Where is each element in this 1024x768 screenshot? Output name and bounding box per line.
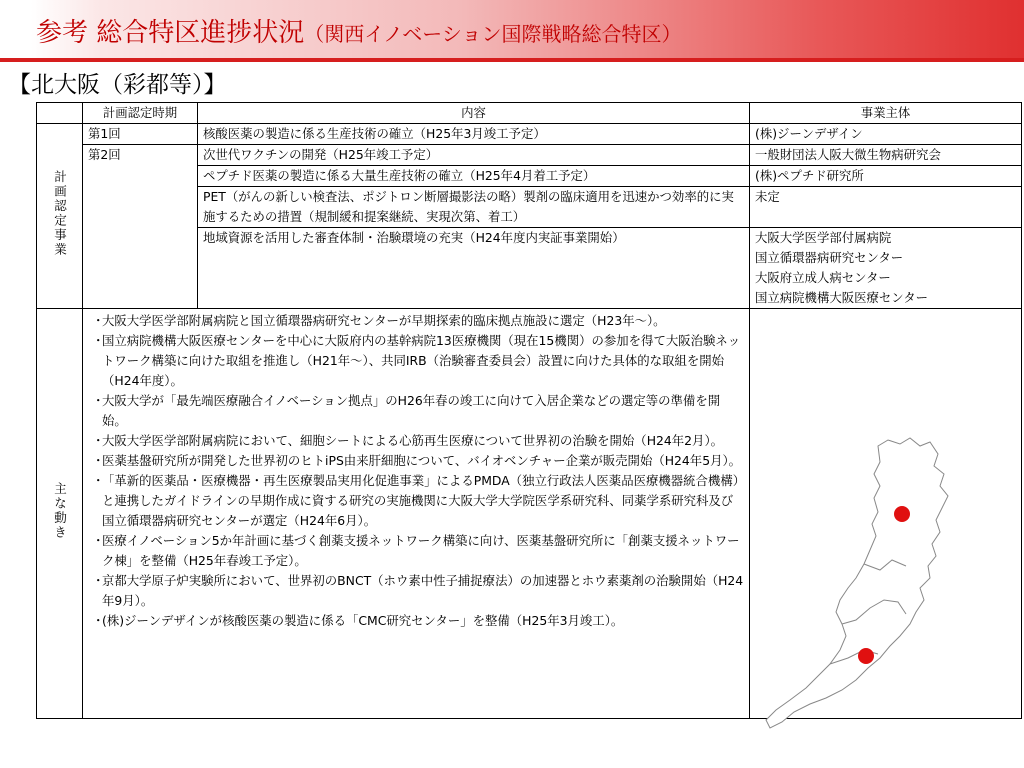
entity-cell: (株)ジーンデザイン <box>750 124 1022 145</box>
list-item: ・ 医療イノベーション5か年計画に基づく創薬支援ネットワーク構築に向け、医薬基盤研究所に「創薬支援ネットワーク棟」を整備（H25年春竣工予定）。 <box>102 531 744 571</box>
list-item: ・ 医薬基盤研究所が開発した世界初のヒトiPS由来肝細胞について、バイオベンチャー企業が販売開始（H24年5月）。 <box>102 451 744 471</box>
movements-list <box>88 309 744 631</box>
list-item: ・ 京都大学原子炉実験所において、世界初のBNCT（ホウ素中性子捕捉療法）の加速器とホウ素薬剤の治験開始（H24年9月）。 <box>102 571 744 611</box>
movements-label: 主な動き <box>52 481 68 540</box>
movements-cell <box>83 309 750 719</box>
plan-group-label: 計画認定事業 <box>52 169 68 257</box>
period-cell: 第2回 <box>83 145 198 309</box>
list-item: ・ 大阪大学医学部附属病院において、細胞シートによる心筋再生医療について世界初の治験を開始（H24年2月）。 <box>102 431 744 451</box>
page-title-sub: （関西イノベーション国際戦略総合特区） <box>304 22 682 46</box>
col-header-period: 計画認定時期 <box>83 103 198 124</box>
entity-cell: (株)ペプチド研究所 <box>750 166 1022 187</box>
section-heading: 【北大阪（彩都等）】 <box>8 72 227 98</box>
content-cell: 次世代ワクチンの開発（H25年竣工予定） <box>198 145 750 166</box>
period-cell: 第1回 <box>83 124 198 145</box>
entity-cell: 一般財団法人阪大微生物病研究会 <box>750 145 1022 166</box>
list-item: ・ 大阪大学医学部附属病院と国立循環器病研究センターが早期探索的臨床拠点施設に選定（H23年～）。 <box>102 311 744 331</box>
content-cell: 地域資源を活用した審査体制・治験環境の充実（H24年度内実証事業開始） <box>198 228 750 309</box>
osaka-map <box>760 432 1010 732</box>
header-blank-cell <box>37 103 83 124</box>
entity-line: 国立循環器病研究センター <box>755 250 904 265</box>
col-header-content: 内容 <box>198 103 750 124</box>
entity-line: 大阪大学医学部付属病院 <box>755 230 892 245</box>
movements-label-cell <box>37 309 83 719</box>
table-row <box>37 145 1022 166</box>
content-cell: PET（がんの新しい検査法、ポジトロン断層撮影法の略）製剤の臨床適用を迅速かつ効率的に実施するための措置（規制緩和提案継続、実現次第、着工） <box>198 187 750 228</box>
list-item: ・ 「革新的医薬品・医療機器・再生医療製品実用化促進事業」によるPMDA（独立行政法人医薬品医療機器統合機構）と連携したガイドラインの早期作成に資する研究の実施機関に大阪大学大学院医学系研究科、同薬学系研究科及び国立循環器病研究センターが選定（H24年6月）。 <box>102 471 744 531</box>
list-item: ・ 国立病院機構大阪医療センターを中心に大阪府内の基幹病院13医療機関（現在15機関）の参加を得て大阪治験ネットワーク構築に向けた取組を推進し（H21年～）、共同IRB（治験審査委員会）設置に向けた具体的な取組を開始（H24年度）。 <box>102 331 744 391</box>
content-cell: ペプチド医薬の製造に係る大量生産技術の確立（H25年4月着工予定） <box>198 166 750 187</box>
list-item: ・ (株)ジーンデザインが核酸医薬の製造に係る「CMC研究センター」を整備（H25年3月竣工）。 <box>102 611 744 631</box>
entity-cell-multi <box>750 228 1022 309</box>
location-marker-north <box>894 506 910 522</box>
table-row <box>37 124 1022 145</box>
list-item: ・ 大阪大学が「最先端医療融合イノベーション拠点」のH26年春の竣工に向けて入居企業などの選定等の準備を開始。 <box>102 391 744 431</box>
col-header-entity: 事業主体 <box>750 103 1022 124</box>
location-marker-south <box>858 648 874 664</box>
table-header-row <box>37 103 1022 124</box>
prefecture-outline <box>766 438 948 728</box>
title-rule <box>0 58 1024 62</box>
page-title-main: 参考 総合特区進捗状況 <box>36 18 305 48</box>
entity-line: 大阪府立成人病センター <box>755 270 891 285</box>
entity-cell: 未定 <box>750 187 1022 228</box>
plan-group-label-cell <box>37 124 83 309</box>
entity-line: 国立病院機構大阪医療センター <box>755 290 928 305</box>
content-cell: 核酸医薬の製造に係る生産技術の確立（H25年3月竣工予定） <box>198 124 750 145</box>
page-title <box>36 12 681 49</box>
